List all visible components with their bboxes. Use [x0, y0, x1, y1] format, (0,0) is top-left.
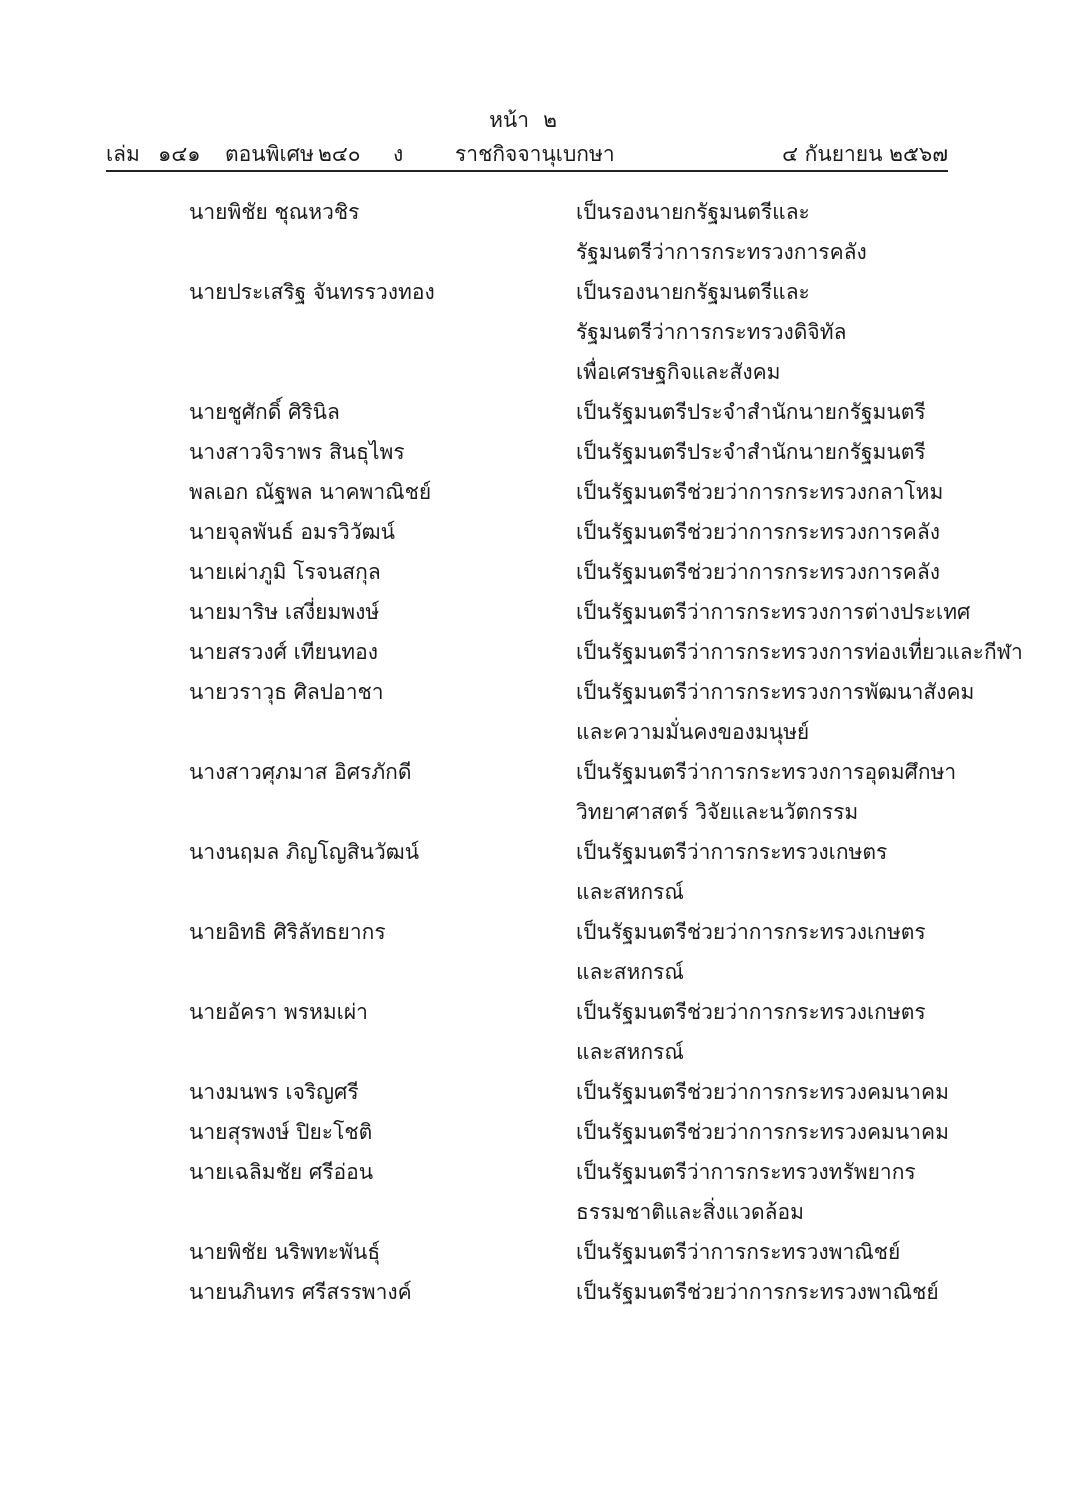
- volume-label: เล่ม: [106, 142, 140, 166]
- position-line: รัฐมนตรีว่าการกระทรวงการคลัง: [576, 240, 867, 264]
- appointed-position: [576, 752, 976, 832]
- appointed-position: [576, 272, 976, 392]
- position-line: เป็นรัฐมนตรีช่วยว่าการกระทรวงพาณิชย์: [576, 1280, 939, 1304]
- publication-date: ๔ กันยายน ๒๕๖๗: [782, 142, 948, 166]
- page-number-label: หน้า: [489, 108, 530, 132]
- appointment-entry: [0, 592, 1084, 632]
- appointee-name: นายประเสริฐ จันทรรวงทอง: [189, 280, 435, 304]
- appointee-name: พลเอก ณัฐพล นาคพาณิชย์: [189, 480, 432, 504]
- position-line: เป็นรัฐมนตรีประจำสำนักนายกรัฐมนตรี: [576, 440, 926, 464]
- appointed-position: [576, 632, 1023, 672]
- appointed-position: [576, 1112, 976, 1152]
- position-line: เป็นรัฐมนตรีช่วยว่าการกระทรวงเกษตร: [576, 920, 926, 944]
- appointment-entry: [0, 632, 1084, 672]
- appointee-name: นายมาริษ เสงี่ยมพงษ์: [189, 600, 380, 624]
- position-line: เป็นรัฐมนตรีช่วยว่าการกระทรวงคมนาคม: [576, 1080, 949, 1104]
- publication-name: ราชกิจจานุเบกษา: [455, 142, 615, 166]
- appointment-entry: [0, 912, 1084, 992]
- position-line: เป็นรองนายกรัฐมนตรีและ: [576, 200, 810, 224]
- appointee-name: นายพิชัย ชุณหวชิร: [189, 200, 360, 224]
- appointee-name: นายจุลพันธ์ อมรวิวัฒน์: [189, 520, 395, 544]
- appointee-name: นายเผ่าภูมิ โรจนสกุล: [189, 560, 381, 584]
- appointed-position: [576, 912, 976, 992]
- section-number: ๒๔๐: [318, 142, 361, 166]
- volume-number: ๑๔๑: [158, 142, 201, 166]
- appointed-position: [576, 512, 976, 552]
- position-line: เป็นรองนายกรัฐมนตรีและ: [576, 280, 810, 304]
- appointment-entry: [0, 192, 1084, 272]
- appointment-entry: [0, 1272, 1084, 1312]
- appointee-name: นายอัครา พรหมเผ่า: [189, 1000, 368, 1024]
- position-line: เป็นรัฐมนตรีว่าการกระทรวงการต่างประเทศ: [576, 600, 971, 624]
- position-line: ธรรมชาติและสิ่งแวดล้อม: [576, 1200, 804, 1224]
- appointed-position: [576, 392, 976, 432]
- position-line: เป็นรัฐมนตรีประจำสำนักนายกรัฐมนตรี: [576, 400, 926, 424]
- appointed-position: [576, 672, 976, 752]
- page-number-value: ๒: [543, 108, 557, 132]
- appointee-name: นางมนพร เจริญศรี: [189, 1080, 359, 1104]
- position-line: และสหกรณ์: [576, 880, 684, 904]
- position-line: และสหกรณ์: [576, 1040, 684, 1064]
- position-line: เพื่อเศรษฐกิจและสังคม: [576, 360, 781, 384]
- position-line: เป็นรัฐมนตรีช่วยว่าการกระทรวงเกษตร: [576, 1000, 926, 1024]
- appointee-name: นายนภินทร ศรีสรรพางค์: [189, 1280, 412, 1304]
- position-line: เป็นรัฐมนตรีช่วยว่าการกระทรวงคมนาคม: [576, 1120, 949, 1144]
- appointment-entry: [0, 432, 1084, 472]
- appointed-position: [576, 1272, 976, 1312]
- gazette-header: [106, 138, 948, 170]
- appointment-entry: [0, 1112, 1084, 1152]
- appointment-entry: [0, 752, 1084, 832]
- appointed-position: [576, 992, 976, 1072]
- appointee-name: นายเฉลิมชัย ศรีอ่อน: [189, 1160, 374, 1184]
- appointed-position: [576, 552, 976, 592]
- page-number: [0, 104, 1046, 136]
- appointee-name: นายอิทธิ ศิริลัทธยากร: [189, 920, 386, 944]
- position-line: และสหกรณ์: [576, 960, 684, 984]
- section-letter: ง: [393, 142, 404, 166]
- appointed-position: [576, 1072, 976, 1112]
- position-line: เป็นรัฐมนตรีช่วยว่าการกระทรวงกลาโหม: [576, 480, 944, 504]
- appointed-position: [576, 1232, 976, 1272]
- section-label: ตอนพิเศษ: [225, 142, 314, 166]
- appointed-position: [576, 1152, 976, 1232]
- appointment-entry: [0, 672, 1084, 752]
- appointment-entry: [0, 512, 1084, 552]
- position-line: เป็นรัฐมนตรีว่าการกระทรวงการพัฒนาสังคม: [576, 680, 975, 704]
- appointment-list: [0, 192, 1084, 1312]
- appointed-position: [576, 432, 976, 472]
- appointment-entry: [0, 832, 1084, 912]
- appointed-position: [576, 592, 976, 632]
- appointment-entry: [0, 272, 1084, 392]
- appointment-entry: [0, 1232, 1084, 1272]
- position-line: เป็นรัฐมนตรีว่าการกระทรวงทรัพยากร: [576, 1160, 916, 1184]
- position-line: เป็นรัฐมนตรีว่าการกระทรวงพาณิชย์: [576, 1240, 901, 1264]
- appointee-name: นายสรวงศ์ เทียนทอง: [189, 640, 378, 664]
- appointment-entry: [0, 472, 1084, 512]
- appointee-name: นายสุรพงษ์ ปิยะโชติ: [189, 1120, 373, 1144]
- appointee-name: นางนฤมล ภิญโญสินวัฒน์: [189, 840, 420, 864]
- appointed-position: [576, 832, 976, 912]
- appointment-entry: [0, 1152, 1084, 1232]
- position-line: เป็นรัฐมนตรีว่าการกระทรวงการท่องเที่ยวและกีฬา: [576, 640, 1023, 664]
- position-line: รัฐมนตรีว่าการกระทรวงดิจิทัล: [576, 320, 847, 344]
- position-line: เป็นรัฐมนตรีช่วยว่าการกระทรวงการคลัง: [576, 560, 940, 584]
- appointment-entry: [0, 552, 1084, 592]
- position-line: วิทยาศาสตร์ วิจัยและนวัตกรรม: [576, 800, 859, 824]
- appointment-entry: [0, 1072, 1084, 1112]
- appointee-name: นายชูศักดิ์ ศิรินิล: [189, 400, 340, 424]
- header-divider: [106, 170, 948, 172]
- appointed-position: [576, 192, 976, 272]
- position-line: เป็นรัฐมนตรีช่วยว่าการกระทรวงการคลัง: [576, 520, 940, 544]
- position-line: และความมั่นคงของมนุษย์: [576, 720, 810, 744]
- appointment-entry: [0, 392, 1084, 432]
- appointee-name: นางสาวศุภมาส อิศรภักดี: [189, 760, 412, 784]
- position-line: เป็นรัฐมนตรีว่าการกระทรวงเกษตร: [576, 840, 888, 864]
- appointment-entry: [0, 992, 1084, 1072]
- appointed-position: [576, 472, 976, 512]
- appointee-name: นายพิชัย นริพทะพันธุ์: [189, 1240, 381, 1264]
- appointee-name: นายวราวุธ ศิลปอาชา: [189, 680, 384, 704]
- position-line: เป็นรัฐมนตรีว่าการกระทรวงการอุดมศึกษา: [576, 760, 957, 784]
- appointee-name: นางสาวจิราพร สินธุไพร: [189, 440, 405, 464]
